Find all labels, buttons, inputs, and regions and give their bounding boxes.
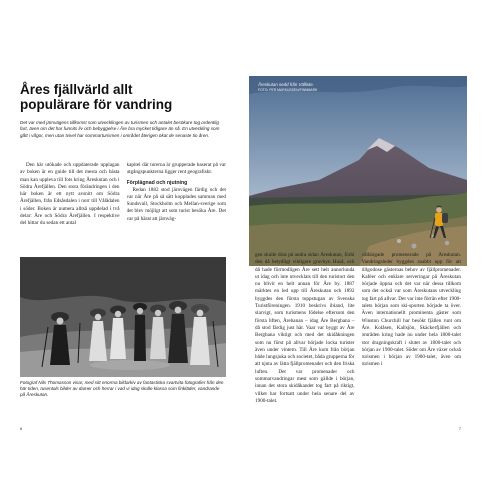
chapter-heading	[20, 82, 225, 112]
body-columns	[255, 252, 461, 427]
page-number: 7	[458, 426, 461, 431]
page-number: 6	[20, 426, 23, 431]
body-column-2	[362, 252, 462, 427]
lead-paragraph: Det var med järnvägens tillkomst som utvecklingen av turismen och antalet besökare tog ordentlig fart, även om det har funnits liv och bebyggelse i Åre bra mycket tidigare än så. En utveckling som gått i vågor, men utan tvivel har sommarturismen i området återigen ökat de senaste tio åren.	[20, 120, 220, 138]
body-paragraph: Den här utökade och uppdaterade upplagan av boken är en guide till det mesta och bästa man kan uppleva till fots kring Åreskutan och i Södra Årefjällen. Den stora förändringen i den här boken är ett nytt avsnitt om Södra Årefjällen, från Edsåsdalen i norr till Vålådalen i söder. Boken är numera alltså uppdelad i två delar: Åre och Södra Årefjällen. I respektive del hittar du sedan ett antal	[20, 162, 120, 227]
left-page	[14, 52, 232, 445]
photo-credit-caption	[258, 82, 317, 93]
body-paragraph: kapitel där turerna är grupperade baserat på var utgångspunkterna ligger rent geografiskt.	[126, 162, 226, 176]
subheading: Förplägnad och njutning	[126, 179, 188, 186]
body-paragraph: välbärgade promenerade på Åreskutan. Vandringsleder byggdes snabbt upp för att tillgodose gästernas behov av fjällpromenader. Kaféer och enklare serveringar på Åreskutan började öppna och det var när dessa tillkom som det också var som Åreskutans utveckling tog fart på allvar. Det var inte förrän efter 1900-talets början som ski-sporten började ta över. Även internationellt prominenta gäster som Winston Churchill har besökt fjällen runt om Åre. Kolåsen, Kallsjön, Skäckerfjällen och områden kring hade nu under hela 1800-talet stor dragningskraft i slutet av 1800-talet och början av 1900-talet. Söder om Åre växer också turismen i början av 1900-talet, även om turismen i	[361, 252, 461, 368]
body-columns	[20, 162, 226, 254]
mountain-landscape-illustration	[249, 76, 467, 266]
body-column-1	[255, 252, 355, 427]
right-page	[249, 52, 467, 445]
body-column-1	[20, 162, 120, 254]
historical-photo	[20, 257, 226, 377]
chapter-heading-line-1: Åres fjällvärld allt	[20, 82, 133, 97]
photo-credit: FOTO: PER MARKUSSEN/FINNMARK	[258, 88, 318, 92]
photo-caption-title: Åreskutan sedd från Välliste.	[258, 82, 314, 87]
photo-caption: Fotograf Nils Thomasson visar, med sitt enorma bildarkiv av fantastiska svartvita fotografier från den här tiden, tusentals bilder av damer och herrar i vad vi idag skulle klassa som finkläder, vandrande på Åreskutan.	[20, 380, 224, 397]
chapter-heading-line-2: populärare för vandring	[20, 97, 173, 112]
body-paragraph: Redan 1882 stod järnvägen färdig och det var när Åre på så sätt kopplades samman med Sundsvall, Stockholm och Mellan-sverige som det blev möjligt att som turist besöka Åre. Det var på härat att järnväg-	[126, 186, 226, 222]
body-column-2	[127, 162, 227, 254]
body-paragraph: gen skulle dras på andra sidan Åreskutan, förbi den då betydligt viktigare gruvbyn Huså, och då hade förmodligen Åre sett helt annorlunda ut idag och inte utvecklats till den turistort den nu blivit en helt annan för Åre by. 1887 märktes en led upp till Åreskutan och 1892 byggdes den första toppstugan av Svenska Turistföreningen. 1910 beskrivs ibland, lite slarvigt, som turismens födelse eftersom den första liften, Årebanan – idag Åre Bergbana – då stod färdig just här. Vaar var byggt av Åre Bergbana viktigt och med det skidåkningen som nu först på allvar började locka turister även under vintern. Till Åre kom från början både lungsjuka och societet, båda grupperna för att njuta av lätta fjällpromenader och den friska luften. Det var promenader och sommarvandringar mest som gällde i början, innan det stora skidåkandet tog fart på riktigt, vilket har fortsatt under hela senare del av 1900-talet.	[255, 252, 355, 404]
historical-photo-illustration	[20, 257, 226, 377]
mountain-photo	[249, 76, 467, 266]
